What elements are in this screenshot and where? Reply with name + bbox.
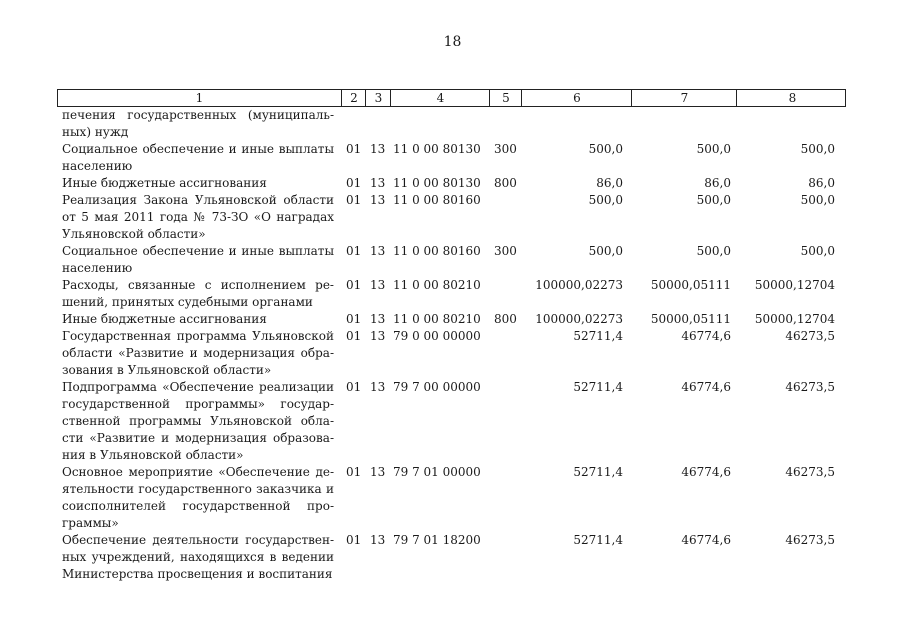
description-line: Обеспечение деятельности государствен- <box>62 533 334 547</box>
header-col-7: 7 <box>631 90 737 106</box>
description-line: Государственная программа Ульяновской <box>62 329 334 343</box>
row-description <box>62 277 334 311</box>
amount-col8-cell: 50000,12704 <box>754 278 835 292</box>
table-header <box>57 89 846 107</box>
section-cell: 01 <box>346 533 362 547</box>
description-line: Иные бюджетные ассигнования <box>62 312 267 326</box>
description-line: Основное мероприятие «Обеспечение де- <box>62 465 334 479</box>
header-col-2: 2 <box>341 90 366 106</box>
amount-col7-cell: 46774,6 <box>681 329 731 343</box>
description-line: Социальное обеспечение и иные выплаты <box>62 244 334 258</box>
section-cell: 01 <box>346 142 362 156</box>
section-cell: 01 <box>346 176 362 190</box>
amount-col6-cell: 100000,02273 <box>535 312 623 326</box>
table-row <box>0 175 905 192</box>
expense-type-cell: 300 <box>494 244 517 258</box>
expense-type-cell: 800 <box>494 312 517 326</box>
target-article-cell: 11 0 00 80210 <box>393 312 481 326</box>
row-description <box>62 328 334 379</box>
section-cell: 01 <box>346 329 362 343</box>
amount-col6-cell: 500,0 <box>588 142 623 156</box>
header-col-1: 1 <box>195 91 204 105</box>
amount-col7-cell: 46774,6 <box>681 380 731 394</box>
amount-col8-cell: 46273,5 <box>785 329 835 343</box>
section-cell: 01 <box>346 465 362 479</box>
subsection-cell: 13 <box>370 380 386 394</box>
description-line: ятельности государственного заказчика и <box>62 482 334 496</box>
description-line: печения государственных (муниципаль- <box>62 108 334 122</box>
description-line: Расходы, связанные с исполнением ре- <box>62 278 334 292</box>
amount-col6-cell: 500,0 <box>588 244 623 258</box>
amount-col8-cell: 500,0 <box>800 193 835 207</box>
description-line: ных учреждений, находящихся в ведении <box>62 550 334 564</box>
section-cell: 01 <box>346 278 362 292</box>
table-row <box>0 141 905 175</box>
description-line: ния в Ульяновской области» <box>62 448 244 462</box>
description-line: населению <box>62 159 133 173</box>
row-description <box>62 192 334 243</box>
table-row <box>0 243 905 277</box>
subsection-cell: 13 <box>370 176 386 190</box>
subsection-cell: 13 <box>370 244 386 258</box>
amount-col7-cell: 46774,6 <box>681 465 731 479</box>
amount-col8-cell: 46273,5 <box>785 465 835 479</box>
amount-col8-cell: 46273,5 <box>785 380 835 394</box>
row-description <box>62 311 334 328</box>
section-cell: 01 <box>346 244 362 258</box>
amount-col6-cell: 52711,4 <box>573 465 623 479</box>
amount-col7-cell: 500,0 <box>696 142 731 156</box>
expense-type-cell: 300 <box>494 142 517 156</box>
description-line: Министерства просвещения и воспитания <box>62 567 333 581</box>
amount-col6-cell: 52711,4 <box>573 329 623 343</box>
row-description <box>62 141 334 175</box>
table-row <box>0 532 905 583</box>
budget-table-body <box>0 107 905 583</box>
amount-col6-cell: 100000,02273 <box>535 278 623 292</box>
amount-col6-cell: 86,0 <box>596 176 623 190</box>
description-line: шений, принятых судебными органами <box>62 295 313 309</box>
expense-type-cell: 800 <box>494 176 517 190</box>
amount-col8-cell: 500,0 <box>800 142 835 156</box>
amount-col7-cell: 50000,05111 <box>650 278 731 292</box>
description-line: области «Развитие и модернизация обра- <box>62 346 334 360</box>
description-line: Реализация Закона Ульяновской области <box>62 193 334 207</box>
page-number: 18 <box>443 34 462 50</box>
description-line: государственной программы» государ- <box>62 397 334 411</box>
header-col-4: 4 <box>390 90 490 106</box>
description-line: Ульяновской области» <box>62 227 206 241</box>
description-line: Иные бюджетные ассигнования <box>62 176 267 190</box>
target-article-cell: 79 7 00 00000 <box>393 380 481 394</box>
header-col-6: 6 <box>521 90 632 106</box>
amount-col6-cell: 52711,4 <box>573 380 623 394</box>
table-row <box>0 464 905 532</box>
target-article-cell: 11 0 00 80210 <box>393 278 481 292</box>
table-row <box>0 379 905 464</box>
row-description <box>62 532 334 583</box>
amount-col8-cell: 500,0 <box>800 244 835 258</box>
target-article-cell: 11 0 00 80130 <box>393 142 481 156</box>
row-description <box>62 175 334 192</box>
amount-col7-cell: 500,0 <box>696 193 731 207</box>
amount-col7-cell: 86,0 <box>704 176 731 190</box>
amount-col7-cell: 50000,05111 <box>650 312 731 326</box>
row-description <box>62 379 334 464</box>
description-line: сти «Развитие и модернизация образова- <box>62 431 334 445</box>
row-description <box>62 243 334 277</box>
description-line: от 5 мая 2011 года № 73-ЗО «О наградах <box>62 210 334 224</box>
amount-col6-cell: 500,0 <box>588 193 623 207</box>
target-article-cell: 11 0 00 80160 <box>393 193 481 207</box>
description-line: Социальное обеспечение и иные выплаты <box>62 142 334 156</box>
section-cell: 01 <box>346 380 362 394</box>
amount-col8-cell: 46273,5 <box>785 533 835 547</box>
subsection-cell: 13 <box>370 312 386 326</box>
amount-col6-cell: 52711,4 <box>573 533 623 547</box>
target-article-cell: 79 0 00 00000 <box>393 329 481 343</box>
row-description <box>62 464 334 532</box>
subsection-cell: 13 <box>370 278 386 292</box>
subsection-cell: 13 <box>370 465 386 479</box>
amount-col7-cell: 500,0 <box>696 244 731 258</box>
section-cell: 01 <box>346 193 362 207</box>
header-col-3: 3 <box>365 90 391 106</box>
amount-col8-cell: 50000,12704 <box>754 312 835 326</box>
description-line: ных) нужд <box>62 125 129 139</box>
description-line: Подпрограмма «Обеспечение реализации <box>62 380 334 394</box>
header-col-5: 5 <box>489 90 522 106</box>
description-line: населению <box>62 261 133 275</box>
target-article-cell: 11 0 00 80160 <box>393 244 481 258</box>
table-row <box>0 277 905 311</box>
subsection-cell: 13 <box>370 329 386 343</box>
description-line: зования в Ульяновской области» <box>62 363 272 377</box>
section-cell: 01 <box>346 312 362 326</box>
description-line: соисполнителей государственной про- <box>62 499 334 513</box>
row-description <box>62 107 334 141</box>
amount-col8-cell: 86,0 <box>808 176 835 190</box>
table-row <box>0 311 905 328</box>
table-row <box>0 192 905 243</box>
table-row <box>0 107 905 141</box>
target-article-cell: 79 7 01 00000 <box>393 465 481 479</box>
header-col-8: 8 <box>736 90 848 106</box>
target-article-cell: 11 0 00 80130 <box>393 176 481 190</box>
subsection-cell: 13 <box>370 193 386 207</box>
description-line: граммы» <box>62 516 119 530</box>
description-line: ственной программы Ульяновской обла- <box>62 414 334 428</box>
subsection-cell: 13 <box>370 533 386 547</box>
table-row <box>0 328 905 379</box>
amount-col7-cell: 46774,6 <box>681 533 731 547</box>
subsection-cell: 13 <box>370 142 386 156</box>
target-article-cell: 79 7 01 18200 <box>393 533 481 547</box>
